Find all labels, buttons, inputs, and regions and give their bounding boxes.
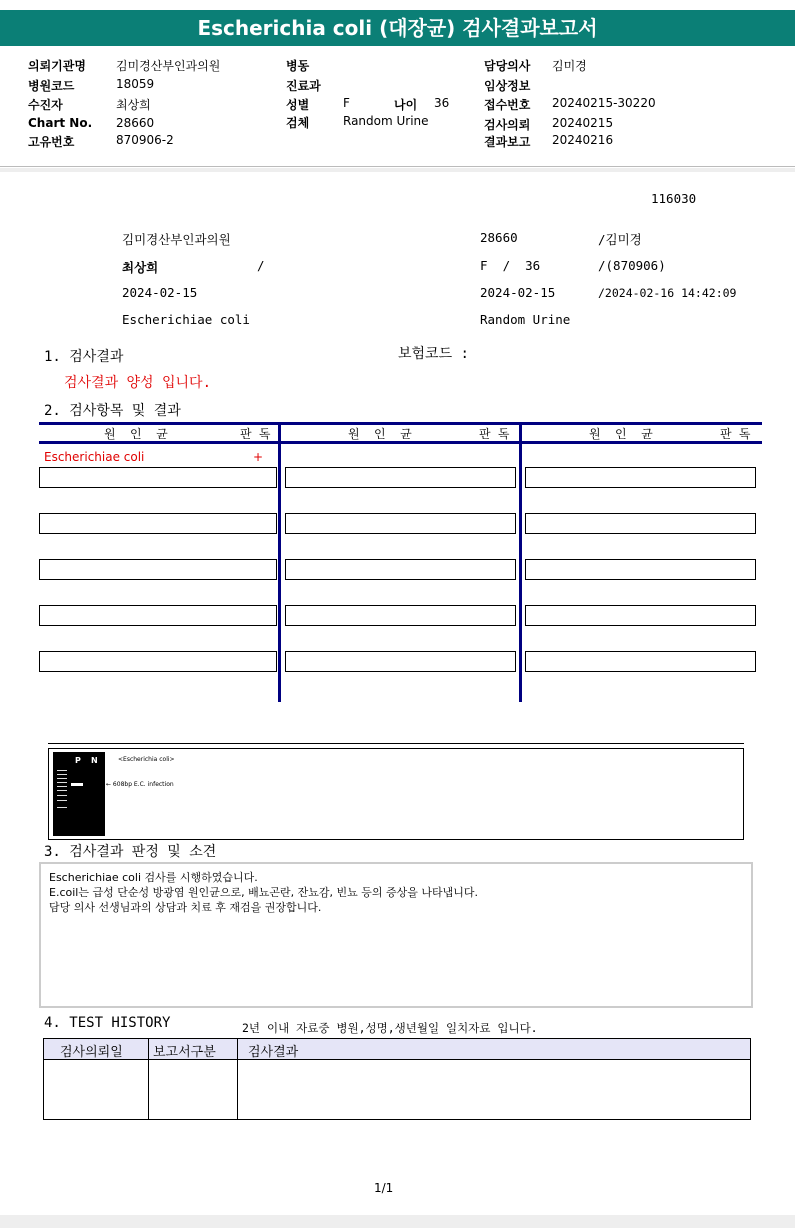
label-unique-no: 고유번호	[28, 135, 75, 149]
section3-title: 3. 검사결과 판정 및 소견	[44, 844, 217, 860]
value-unique-no: 870906-2	[116, 133, 174, 147]
header-shadow	[0, 168, 795, 172]
gel-top-rule	[48, 743, 744, 744]
page-footer-bar	[0, 1215, 795, 1228]
col-header-organism-3: 원 인 균	[589, 427, 653, 441]
label-request-date: 검사의뢰	[484, 118, 531, 132]
result-cell	[525, 605, 756, 626]
result-cell	[285, 467, 516, 488]
table-divider-2	[519, 422, 522, 702]
label-hospital-code: 병원코드	[28, 79, 75, 93]
info-patient: 최상희	[122, 260, 159, 275]
result-cell	[525, 467, 756, 488]
label-patient: 수진자	[28, 98, 63, 112]
ladder-band	[57, 778, 67, 779]
value-clinic: 김미경산부인과의원	[116, 59, 221, 73]
opinion-line: E.coil는 급성 단순성 방광염 원인균으로, 배뇨곤란, 잔뇨감, 빈뇨 등의 증상을 나타냅니다.	[49, 886, 478, 899]
result-cell	[285, 651, 516, 672]
label-doctor: 담당의사	[484, 59, 531, 73]
ladder-band	[57, 774, 67, 775]
report-title: Escherichia coli (대장균) 검사결과보고서	[0, 10, 795, 46]
info-chart: 28660	[480, 230, 518, 245]
gel-band-label: ← 608bp E.C. infection	[106, 781, 174, 788]
info-patient-slash: /	[257, 258, 265, 273]
ladder-band	[57, 786, 67, 787]
label-report-date: 결과보고	[484, 135, 531, 149]
gel-lane-n: N	[91, 756, 98, 765]
history-note: 2년 이내 자료중 병원,성명,생년월일 일치자료 입니다.	[242, 1021, 538, 1035]
opinion-line: 담당 의사 선생님과의 상담과 치료 후 재검을 권장합니다.	[49, 901, 322, 914]
label-age: 나이	[394, 98, 418, 112]
report-code: 116030	[651, 191, 697, 206]
gel-lane-p: P	[75, 756, 81, 765]
history-header-request-date: 검사의뢰일	[60, 1045, 123, 1060]
result-cell	[525, 559, 756, 580]
history-col-divider	[237, 1039, 238, 1119]
value-doctor: 김미경	[552, 59, 587, 73]
col-header-organism-2: 원 인 균	[348, 427, 412, 441]
ladder-band	[57, 807, 67, 808]
info-test-name: Escherichiae coli	[122, 312, 250, 327]
history-header-result: 검사결과	[248, 1045, 299, 1060]
value-sex: F	[343, 96, 350, 110]
ladder-band	[57, 795, 67, 796]
ladder-band	[57, 782, 67, 783]
label-clinical-info: 임상정보	[484, 79, 531, 93]
info-clinic: 김미경산부인과의원	[122, 232, 231, 247]
value-request-date: 20240215	[552, 116, 614, 130]
positive-band	[71, 783, 83, 786]
result-cell	[525, 651, 756, 672]
result-cell	[285, 605, 516, 626]
label-sex: 성별	[286, 98, 310, 112]
result-judgement: +	[253, 450, 264, 464]
info-birth: /(870906)	[598, 258, 666, 273]
history-col-divider	[148, 1039, 149, 1119]
insurance-code-label: 보험코드 :	[398, 346, 469, 362]
history-table	[43, 1038, 751, 1120]
section4-title: 4. TEST HISTORY	[44, 1015, 171, 1031]
result-cell	[39, 559, 277, 580]
label-chart-no: Chart No.	[28, 116, 93, 130]
result-cell	[525, 513, 756, 534]
info-date1: 2024-02-15	[122, 285, 198, 300]
value-patient: 최상희	[116, 98, 151, 112]
col-header-organism-1: 원 인 균	[104, 427, 168, 441]
info-doctor: /김미경	[598, 232, 642, 247]
value-age: 36	[434, 96, 450, 110]
result-cell	[39, 467, 277, 488]
result-cell	[285, 559, 516, 580]
result-cell	[39, 513, 277, 534]
value-receipt-no: 20240215-30220	[552, 96, 656, 110]
info-date2: 2024-02-15	[480, 285, 556, 300]
result-cell	[39, 651, 277, 672]
header-divider	[0, 166, 795, 167]
history-header-report-type: 보고서구분	[153, 1045, 216, 1060]
info-specimen: Random Urine	[480, 312, 571, 327]
info-sex-age: F / 36	[480, 258, 541, 273]
col-header-judgement-3: 판 독	[720, 427, 751, 441]
label-ward: 병동	[286, 59, 310, 73]
ladder-band	[57, 800, 67, 801]
opinion-line: Escherichiae coli 검사를 시행하였습니다.	[49, 871, 258, 884]
ladder-band	[57, 790, 67, 791]
label-clinic: 의뢰기관명	[28, 59, 86, 73]
label-specimen: 검체	[286, 116, 310, 130]
opinion-box	[39, 862, 753, 1008]
value-report-date: 20240216	[552, 133, 614, 147]
section1-title: 1. 검사결과	[44, 349, 124, 365]
label-receipt-no: 접수번호	[484, 98, 531, 112]
result-cell	[285, 513, 516, 534]
result-organism: Escherichiae coli	[44, 450, 145, 464]
table-divider-1	[278, 422, 281, 702]
result-cell	[39, 605, 277, 626]
value-specimen: Random Urine	[343, 114, 429, 128]
section2-title: 2. 검사항목 및 결과	[44, 403, 181, 419]
col-header-judgement-2: 판 독	[479, 427, 510, 441]
label-department: 진료과	[286, 79, 321, 93]
col-header-judgement-1: 판 독	[240, 427, 271, 441]
history-header-row	[44, 1039, 750, 1060]
ladder-band	[57, 770, 67, 771]
gel-electrophoresis-image	[53, 752, 105, 836]
result-positive-text: 검사결과 양성 입니다.	[64, 375, 212, 391]
value-chart-no: 28660	[116, 116, 155, 130]
gel-caption: <Escherichia coli>	[118, 756, 175, 763]
page-number: 1/1	[374, 1181, 394, 1195]
value-hospital-code: 18059	[116, 77, 155, 91]
info-report-time: /2024-02-16 14:42:09	[598, 286, 737, 300]
